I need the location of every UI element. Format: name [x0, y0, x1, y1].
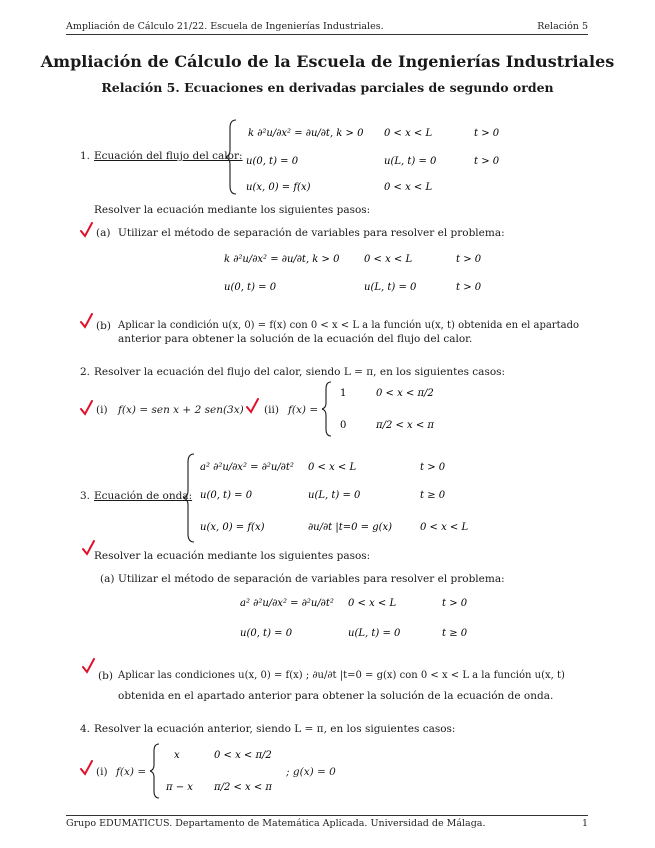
left-brace	[322, 382, 331, 436]
case-i-label: (i)	[96, 404, 108, 416]
step-b-line-2: anterior para obtener la solución de la ecuación del flujo del calor.	[118, 333, 473, 345]
step-a-pde: a² ∂²u/∂x² = ∂²u/∂t²	[240, 598, 334, 609]
sys-row-1-time: t > 0	[420, 462, 446, 473]
piece-1-value: 1	[340, 388, 347, 399]
case-ii-label: (ii)	[264, 404, 279, 416]
page-subtitle: Relación 5. Ecuaciones en derivadas parciales de segundo orden	[101, 80, 554, 95]
exercise-label: Ecuación de onda:	[94, 490, 193, 502]
case-i-label: (i)	[96, 766, 108, 778]
step-b-line-1: Aplicar las condiciones u(x, 0) = f(x) ; ∂u/∂t |t=0 = g(x) con 0 < x < L a la función u(x, t)	[118, 670, 565, 681]
sys-row-1-pde: k ∂²u/∂x² = ∂u/∂t, k > 0	[248, 128, 364, 139]
sys-row-3-ic-velocity: ∂u/∂t |t=0 = g(x)	[308, 522, 393, 533]
exercise-number: 3.	[80, 490, 91, 502]
exercise-text: Resolver la ecuación del flujo del calor, siendo L = π, en los siguientes casos:	[94, 366, 506, 378]
exercise-number: 1.	[80, 150, 91, 162]
check-mark-icon	[80, 400, 94, 416]
step-a-text: Utilizar el método de separación de variables para resolver el problema:	[118, 573, 505, 585]
left-brace	[226, 120, 236, 194]
step-a-bc-right: u(L, t) = 0	[348, 628, 401, 639]
piece-1-domain: 0 < x < π/2	[214, 750, 272, 761]
check-mark-icon	[82, 658, 96, 674]
case-i-lhs: f(x) =	[116, 766, 147, 778]
sys-row-3-ic: u(x, 0) = f(x)	[246, 182, 311, 193]
check-mark-icon	[246, 398, 260, 414]
step-a-system	[236, 590, 496, 642]
step-a-domain: 0 < x < L	[348, 598, 397, 609]
step-a-system	[220, 246, 500, 298]
check-mark-icon	[80, 313, 94, 329]
running-header-left: Ampliación de Cálculo 21/22. Escuela de Ingenierías Industriales.	[66, 21, 384, 32]
case-i-g: ; g(x) = 0	[286, 766, 336, 778]
sys-row-2-time: t > 0	[474, 156, 500, 167]
check-mark-icon	[80, 760, 94, 776]
sys-row-2-bc-left: u(0, t) = 0	[246, 156, 299, 167]
exercise-text: Resolver la ecuación anterior, siendo L = π, en los siguientes casos:	[94, 723, 456, 735]
check-mark-icon	[80, 222, 94, 238]
step-a-bc-left: u(0, t) = 0	[240, 628, 293, 639]
step-a-label: (a)	[96, 227, 111, 239]
sys-row-1-pde: a² ∂²u/∂x² = ∂²u/∂t²	[200, 462, 294, 473]
piece-2-value: 0	[340, 420, 347, 431]
step-a-pde: k ∂²u/∂x² = ∂u/∂t, k > 0	[224, 254, 340, 265]
sys-row-2-time: t ≥ 0	[420, 490, 446, 501]
piece-2-domain: π/2 < x < π	[376, 420, 434, 431]
case-ii-piecewise	[322, 380, 442, 438]
step-a-time-2: t > 0	[456, 282, 482, 293]
sys-row-3-domain: 0 < x < L	[420, 522, 469, 533]
sys-row-1-time: t > 0	[474, 128, 500, 139]
piece-1-domain: 0 < x < π/2	[376, 388, 434, 399]
step-b-label: (b)	[96, 320, 111, 332]
exercise-label: Ecuación del flujo del calor:	[94, 150, 243, 162]
case-i-expr: f(x) = sen x + 2 sen(3x)	[118, 404, 244, 416]
sys-row-2-bc-right: u(L, t) = 0	[384, 156, 437, 167]
exercise-intro: Resolver la ecuación mediante los siguientes pasos:	[94, 204, 371, 216]
sys-row-1-domain: 0 < x < L	[384, 128, 433, 139]
step-b-line-2: obtenida en el apartado anterior para obtener la solución de la ecuación de onda.	[118, 690, 554, 702]
header-rule	[66, 34, 588, 35]
step-a-bc-left: u(0, t) = 0	[224, 282, 277, 293]
left-brace	[150, 744, 159, 798]
piece-2-value: π − x	[166, 782, 193, 793]
step-a-label: (a)	[100, 573, 115, 585]
step-a-time: t > 0	[456, 254, 482, 265]
page-number: 1	[581, 818, 588, 829]
exercise-number: 4.	[80, 723, 91, 735]
piece-2-domain: π/2 < x < π	[214, 782, 272, 793]
sys-row-2-bc-left: u(0, t) = 0	[200, 490, 253, 501]
footer-rule	[66, 815, 588, 816]
step-b-line-1: Aplicar la condición u(x, 0) = f(x) con 0 < x < L a la función u(x, t) obtenida en el apartado	[118, 320, 579, 331]
step-a-time-2: t ≥ 0	[442, 628, 468, 639]
piece-1-value: x	[174, 750, 180, 761]
wave-equation-system	[184, 450, 484, 546]
sys-row-3-ic-position: u(x, 0) = f(x)	[200, 522, 265, 533]
step-b-label: (b)	[98, 670, 113, 682]
running-header-right: Relación 5	[537, 21, 588, 32]
step-a-time: t > 0	[442, 598, 468, 609]
sys-row-2-bc-right: u(L, t) = 0	[308, 490, 361, 501]
sys-row-3-domain: 0 < x < L	[384, 182, 433, 193]
footer-text: Grupo EDUMATICUS. Departamento de Matemática Aplicada. Universidad de Málaga.	[66, 818, 486, 829]
step-a-text: Utilizar el método de separación de variables para resolver el problema:	[118, 227, 505, 239]
heat-equation-system	[226, 116, 516, 198]
step-a-domain: 0 < x < L	[364, 254, 413, 265]
step-a-bc-right: u(L, t) = 0	[364, 282, 417, 293]
exercise-intro: Resolver la ecuación mediante los siguientes pasos:	[94, 550, 371, 562]
page-title: Ampliación de Cálculo de la Escuela de Ingenierías Industriales	[40, 52, 615, 71]
left-brace	[184, 454, 194, 542]
sys-row-1-domain: 0 < x < L	[308, 462, 357, 473]
exercise-number: 2.	[80, 366, 91, 378]
case-ii-lhs: f(x) =	[288, 404, 319, 416]
case-i-piecewise	[150, 742, 280, 800]
